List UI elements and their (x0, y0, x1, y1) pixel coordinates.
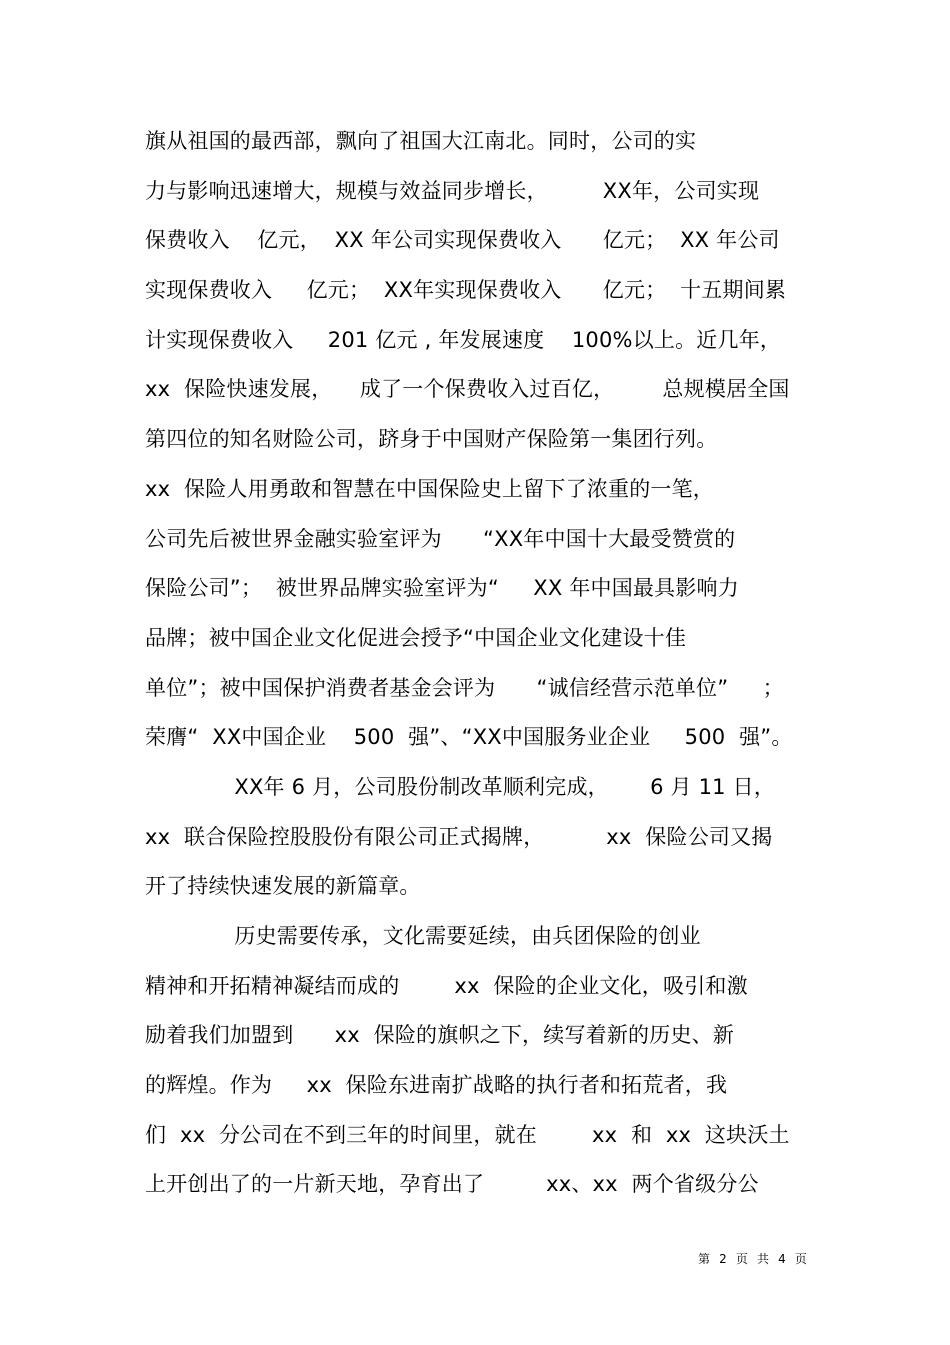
text-line: 历史需要传承，文化需要延续，由兵团保险的创业 (145, 924, 701, 948)
text-line: xx 联合保险控股股份有限公司正式揭牌， xx 保险公司又揭 (145, 824, 773, 849)
text-line: 计实现保费收入 201 亿元 , 年发展速度 100%以上。近几年， (145, 327, 782, 352)
text-line: 旗从祖国的最西部，飘向了祖国大江南北。同时，公司的实 (145, 129, 697, 153)
text-line: 单位”；被中国保护消费者基金会评为 “诚信经营示范单位” ； (145, 675, 784, 700)
text-line: 品牌；被中国企业文化促进会授予“中国企业文化建设十佳 (145, 625, 687, 650)
text-line: 保费收入 亿元， XX 年公司实现保费收入 亿元； XX 年公司 (145, 228, 780, 253)
page-footer: 第 2 页 共 4 页 (698, 1252, 808, 1266)
text-line: 们 xx 分公司在不到三年的时间里，就在 xx 和 xx 这块沃土 (145, 1122, 790, 1147)
text-line: 实现保费收入 亿元； XX年实现保费收入 亿元； 十五期间累 (145, 278, 787, 303)
text-line: 力与影响迅速增大，规模与效益同步增长， XX年，公司实现 (145, 178, 760, 203)
text-line: XX年 6 月，公司股份制改革顺利完成， 6 月 11 日， (145, 774, 776, 799)
text-line: 公司先后被世界金融实验室评为 “XX年中国十大最受赞赏的 (145, 526, 736, 551)
text-line: 励着我们加盟到 xx 保险的旗帜之下，续写着新的历史、新 (145, 1023, 735, 1048)
text-line: 的辉煌。作为 xx 保险东进南扩战略的执行者和拓荒者，我 (145, 1073, 728, 1098)
body-text (145, 120, 825, 1213)
text-line: 保险公司”； 被世界品牌实验室评为“ XX 年中国最具影响力 (145, 576, 739, 601)
text-line: 上开创出了的一片新天地，孕育出了 xx、xx 两个省级分公 (145, 1172, 759, 1197)
text-line: 开了持续快速发展的新篇章。 (145, 874, 421, 899)
text-line: xx 保险人用勇敢和智慧在中国保险史上留下了浓重的一笔， (145, 476, 715, 501)
text-line: xx 保险快速发展， 成了一个保费收入过百亿， 总规模居全国 (145, 377, 790, 402)
text-line: 荣膺“ XX中国企业 500 强”、“XX中国服务业企业 500 强”。 (145, 725, 793, 750)
text-line: 精神和开拓精神凝结而成的 xx 保险的企业文化，吸引和激 (145, 973, 748, 998)
text-line: 第四位的知名财险公司，跻身于中国财产保险第一集团行列。 (145, 427, 718, 452)
